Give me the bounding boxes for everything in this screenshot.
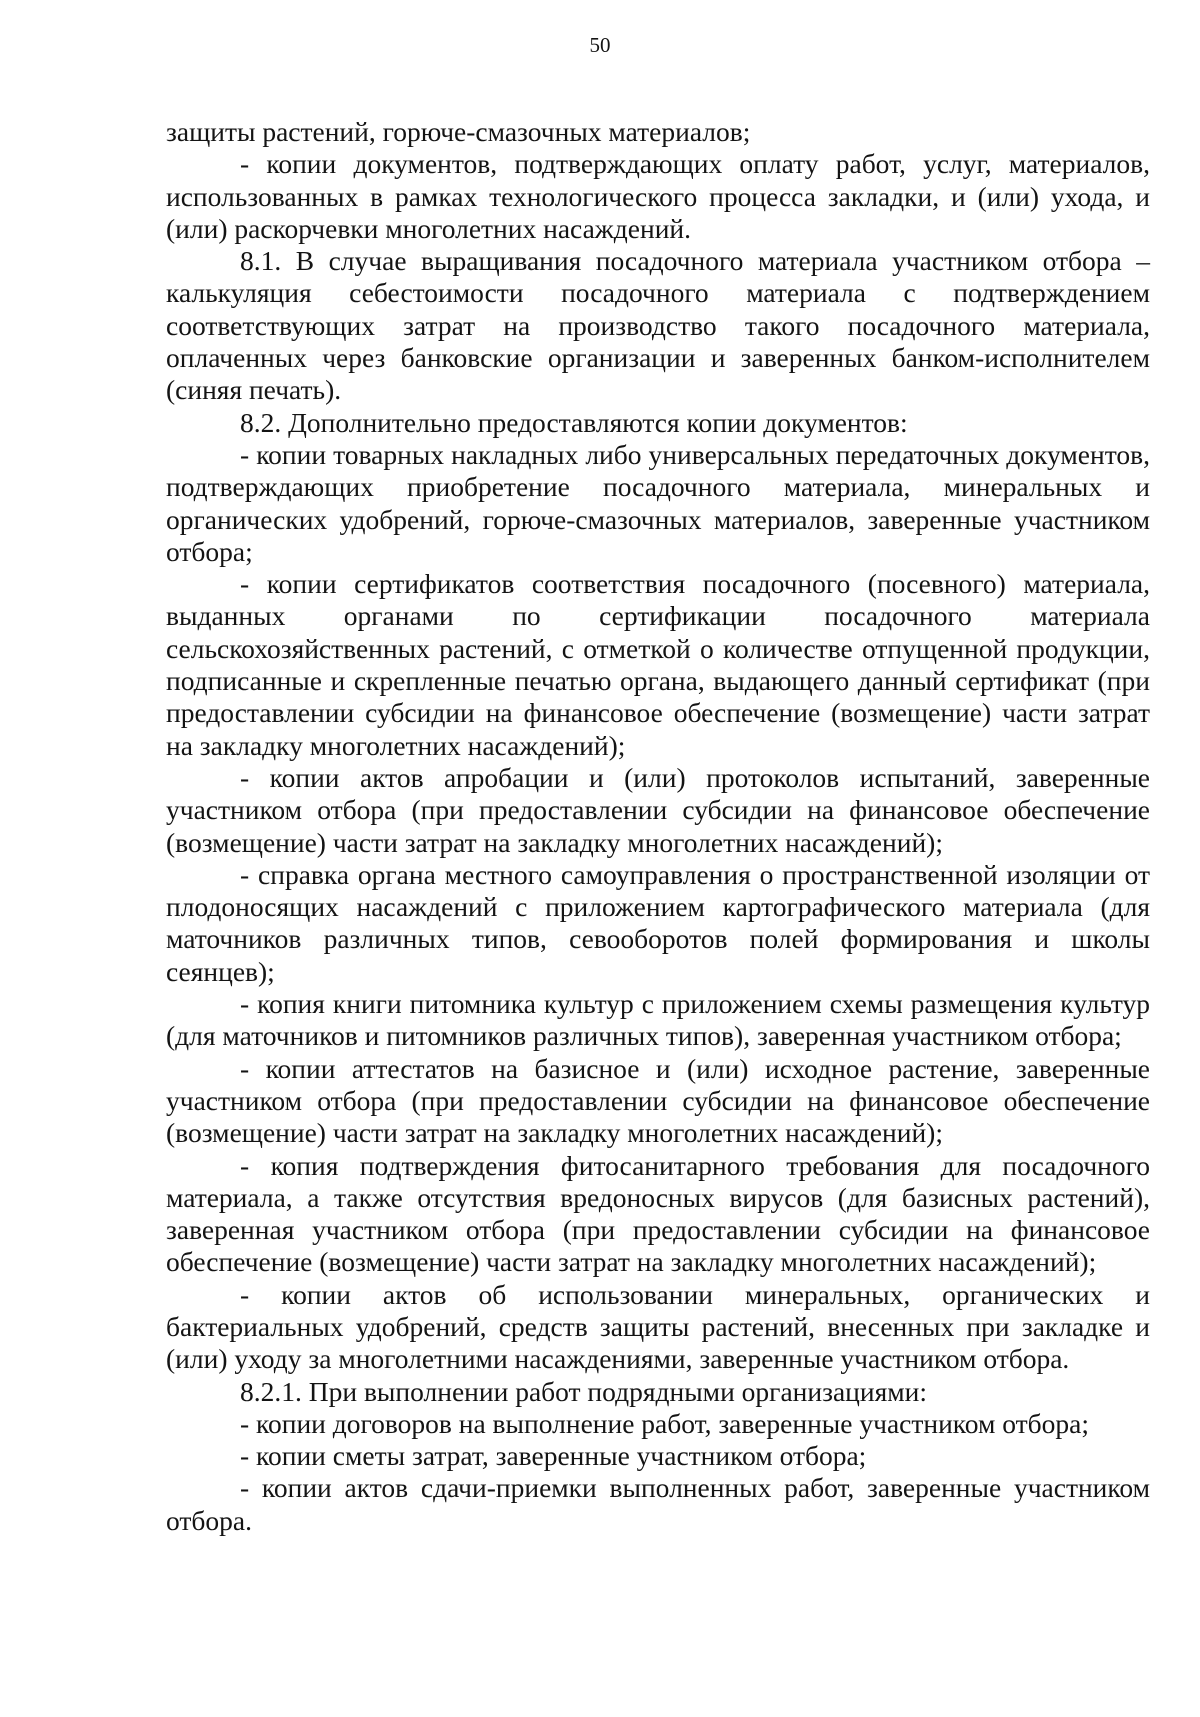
paragraph-invoices: - копии товарных накладных либо универсальных передаточных документов, подтверждающих приобретение посадочного материала, минеральных и органических удобрений, горюче-смазочных материалов, заверенные участником отбора; [166,438,1150,567]
paragraph-isolation-certificate: - справка органа местного самоуправления о пространственной изоляции от плодоносящих насаждений с приложением картографического материала (для маточников различных типов, севооборотов полей формирования и школы сеянцев); [166,858,1150,987]
paragraph-contracts: - копии договоров на выполнение работ, заверенные участником отбора; [240,1407,1090,1439]
paragraph-cost-estimate: - копии сметы затрат, заверенные участником отбора; [240,1440,867,1472]
paragraph-8-2-1: 8.2.1. При выполнении работ подрядными организациями: [240,1375,927,1407]
paragraph-acceptance-acts: - копии актов сдачи-приемки выполненных работ, заверенные участником отбора. [166,1472,1150,1536]
paragraph-nursery-book: - копия книги питомника культур с приложением схемы размещения культур (для маточников и питомников различных типов), заверенная участником отбора; [166,988,1150,1052]
paragraph-8-1: 8.1. В случае выращивания посадочного материала участником отбора – калькуляция себестоимости посадочного материала с подтверждением соответствующих затрат на производство такого посадочного материала, оплаченных через банковские организации и заверенных банком-исполнителем (синяя печать). [166,245,1150,406]
paragraph-8-2: 8.2. Дополнительно предоставляются копии документов: [240,406,908,438]
paragraph-fertilizer-acts: - копии актов об использовании минеральных, органических и бактериальных удобрений, средств защиты растений, внесенных при закладке и (или) уходу за многолетними насаждениями, заверенные участником отбора. [166,1278,1150,1375]
paragraph-approbation-acts: - копии актов апробации и (или) протоколов испытаний, заверенные участником отбора (при предоставлении субсидии на финансовое обеспечение (возмещение) части затрат на закладку многолетних насаждений); [166,761,1150,858]
page-number: 50 [589,33,611,57]
document-body [166,116,1150,1537]
paragraph-payment-docs: - копии документов, подтверждающих оплату работ, услуг, материалов, использованных в рамках технологического процесса закладки, и (или) ухода, и (или) раскорчевки многолетних насаждений. [166,148,1150,244]
paragraph-attestations: - копии аттестатов на базисное и (или) исходное растение, заверенные участником отбора (при предоставлении субсидии на финансовое обеспечение (возмещение) части затрат на закладку многолетних насаждений); [166,1052,1150,1149]
paragraph-continuation: защиты растений, горюче-смазочных материалов; [166,116,751,147]
paragraph-phytosanitary: - копия подтверждения фитосанитарного требования для посадочного материала, а также отсутствия вредоносных вирусов (для базисных растений), заверенная участником отбора (при предоставлении субсидии на финансовое обеспечение (возмещение) части затрат на закладку многолетних насаждений); [166,1149,1150,1278]
paragraph-certificates: - копии сертификатов соответствия посадочного (посевного) материала, выданных органами по сертификации посадочного материала сельскохозяйственных растений, с отметкой о количестве отпущенной продукции, подписанные и скрепленные печатью органа, выдающего данный сертификат (при предоставлении субсидии на финансовое обеспечение (возмещение) части затрат на закладку многолетних насаждений); [166,568,1150,761]
